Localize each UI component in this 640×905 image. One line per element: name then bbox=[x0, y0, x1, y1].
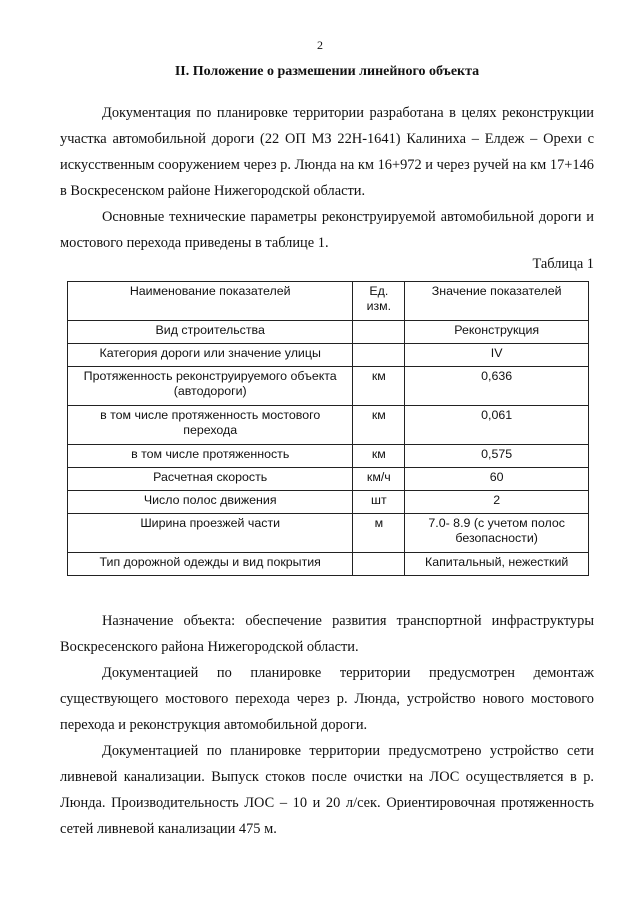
cell-value: 0,575 bbox=[405, 445, 589, 468]
cell-indicator: Вид строительства bbox=[68, 321, 353, 344]
header-unit: Ед. изм. bbox=[353, 282, 405, 321]
cell-unit: км bbox=[353, 406, 405, 445]
cell-unit: км bbox=[353, 367, 405, 406]
cell-unit bbox=[353, 321, 405, 344]
cell-unit bbox=[353, 344, 405, 367]
page-number: 2 bbox=[317, 38, 323, 52]
header-value: Значение показателей bbox=[405, 282, 589, 321]
table-row bbox=[68, 406, 589, 445]
paragraph-purpose: Назначение объекта: обеспечение развития транспортной инфраструктуры Воскресенского района Нижегородской области. bbox=[60, 613, 594, 655]
cell-indicator: Тип дорожной одежды и вид покрытия bbox=[68, 553, 353, 576]
table-row bbox=[68, 514, 589, 553]
table-caption: Таблица 1 bbox=[532, 256, 594, 272]
table-row bbox=[68, 445, 589, 468]
cell-unit: м bbox=[353, 514, 405, 553]
cell-unit: км/ч bbox=[353, 468, 405, 491]
cell-unit: км bbox=[353, 445, 405, 468]
cell-indicator: Ширина проезжей части bbox=[68, 514, 353, 553]
cell-indicator: Категория дороги или значение улицы bbox=[68, 344, 353, 367]
cell-indicator: Число полос движения bbox=[68, 491, 353, 514]
parameters-table bbox=[67, 281, 589, 576]
paragraph-intro: Документация по планировке территории разработана в целях реконструкции участка автомобильной дороги (22 ОП МЗ 22Н-1641) Калиниха – Елдеж – Орехи с искусственным сооружением через р. Люнда на км 16+972 и через ручей на км 17+146 в Воскресенском районе Нижегородской области. bbox=[60, 105, 594, 199]
cell-value: 0,636 bbox=[405, 367, 589, 406]
section-title: II. Положение о размешении линейного объекта bbox=[174, 64, 480, 79]
cell-indicator: в том числе протяженность мостового перехода bbox=[68, 406, 353, 445]
cell-indicator: Протяженность реконструируемого объекта (автодороги) bbox=[68, 367, 353, 406]
table-row bbox=[68, 553, 589, 576]
table-row bbox=[68, 491, 589, 514]
cell-indicator: в том числе протяженность bbox=[68, 445, 353, 468]
cell-unit: шт bbox=[353, 491, 405, 514]
header-indicator-name: Наименование показателей bbox=[68, 282, 353, 321]
paragraph-drainage: Документацией по планировке территории предусмотрено устройство сети ливневой канализации. Выпуск стоков после очистки на ЛОС осуществляется в р. Люнда. Производительность ЛОС – 10 и 20 л/сек. Ориентировочная протяженность сетей ливневой канализации 475 м. bbox=[60, 743, 594, 837]
paragraph-demolition: Документацией по планировке территории предусмотрен демонтаж существующего мостового перехода через р. Люнда, устройство нового мостового перехода и реконструкция автомобильной дороги. bbox=[60, 665, 594, 733]
table-row bbox=[68, 321, 589, 344]
cell-value: 7.0- 8.9 (с учетом полос безопасности) bbox=[405, 514, 589, 553]
cell-value: 60 bbox=[405, 468, 589, 491]
table-row bbox=[68, 367, 589, 406]
cell-indicator: Расчетная скорость bbox=[68, 468, 353, 491]
cell-value: Реконструкция bbox=[405, 321, 589, 344]
table-row bbox=[68, 344, 589, 367]
cell-value: IV bbox=[405, 344, 589, 367]
table-header-row bbox=[68, 282, 589, 321]
cell-value: 2 bbox=[405, 491, 589, 514]
cell-value: 0,061 bbox=[405, 406, 589, 445]
cell-value: Капитальный, нежесткий bbox=[405, 553, 589, 576]
cell-unit bbox=[353, 553, 405, 576]
paragraph-params-intro: Основные технические параметры реконструируемой автомобильной дороги и мостового перехода приведены в таблице 1. bbox=[60, 209, 594, 251]
table-row bbox=[68, 468, 589, 491]
